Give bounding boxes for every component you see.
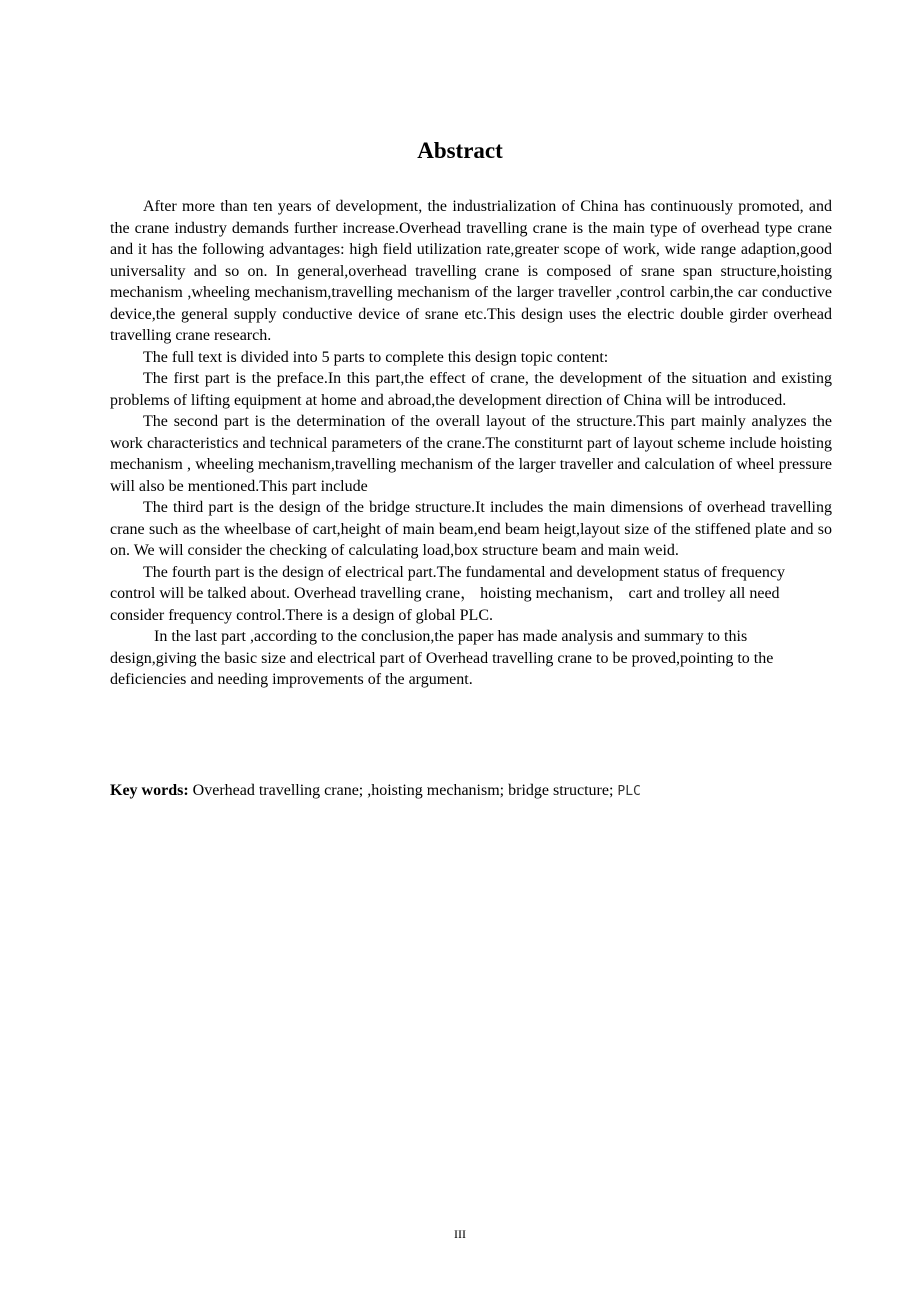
paragraph-intro: After more than ten years of development, the industrialization of China has continuously promoted, and the crane industry demands further increase.Overhead travelling crane is the main type of overhead type crane and it has the following advantages: high field utilization rate,greater scope of work, wide range adaption,good universality and so on. In general,overhead travelling crane is composed of srane span structure,hoisting mechanism ,wheeling mechanism,travelling mechanism of the larger traveller ,control carbin,the car conductive device,the general supply conductive device of srane etc.This design uses the electric double girder overhead travelling crane research. (110, 198, 832, 344)
paragraph-part-two: The second part is the determination of the overall layout of the structure.This part mainly analyzes the work characteristics and technical parameters of the crane.The constiturnt part of layout scheme include hoisting mechanism , wheeling mechanism,travelling mechanism of the larger traveller and calculation of wheel pressure will also be mentioned.This part include (110, 413, 832, 495)
abstract-title: Abstract (417, 138, 503, 163)
page-number: III (454, 1227, 466, 1241)
paragraph-part-one: The first part is the preface.In this part,the effect of crane, the development of the situation and existing problems of lifting equipment at home and abroad,the development direction of China will be introduced. (110, 370, 832, 409)
keywords-label: Key words: (110, 782, 189, 799)
paragraph-part-five: In the last part ,according to the conclusion,the paper has made analysis and summary to this design,giving the basic size and electrical part of Overhead travelling crane to be proved,pointing to the deficiencies and needing improvements of the argument. (110, 628, 774, 688)
keywords-plc: PLC (617, 784, 641, 799)
keywords-text: Overhead travelling crane; ,hoisting mechanism; bridge structure; (192, 782, 614, 799)
paragraph-part-four: The fourth part is the design of electrical part.The fundamental and development status of frequency control will be talked about. Overhead travelling crane， hoisting mechanism， cart and trolley all need consider frequency control.There is a design of global PLC. (110, 563, 785, 624)
abstract-body (110, 196, 832, 691)
keywords-line (110, 780, 832, 803)
paragraph-part-three: The third part is the design of the bridge structure.It includes the main dimensions of overhead travelling crane such as the wheelbase of cart,height of main beam,end beam heigt,layout size of the stiffened plate and so on. We will consider the checking of calculating load,box structure beam and main weid. (110, 499, 832, 559)
paragraph-outline: The full text is divided into 5 parts to complete this design topic content: (143, 348, 609, 366)
